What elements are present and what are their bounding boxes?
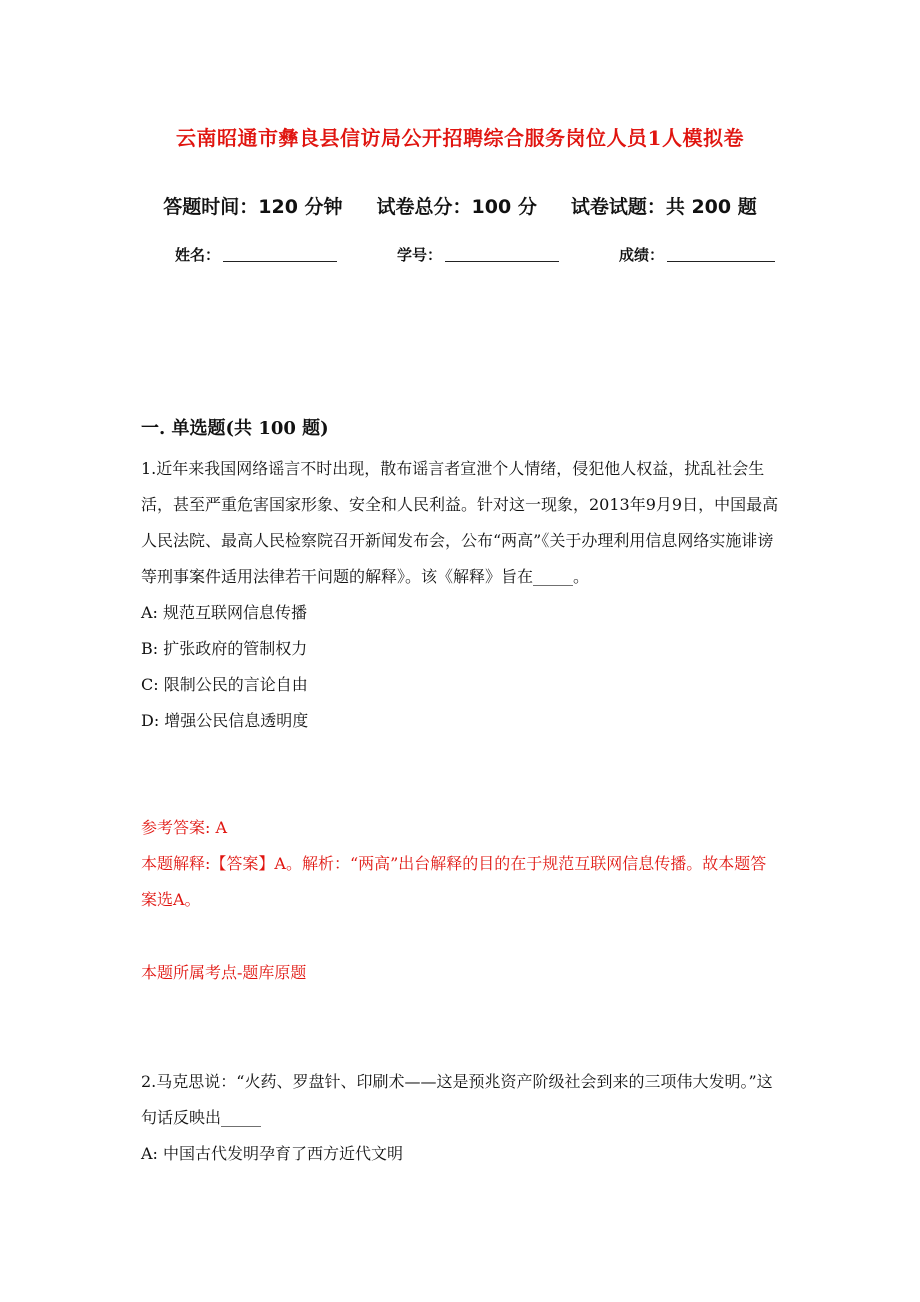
question-2-text: 2.马克思说：“火药、罗盘针、印刷术——这是预兆资产阶级社会到来的三项伟大发明。”这句话反映出_____ (141, 1072, 773, 1127)
question-1-explanation: 本题解释:【答案】A。解析：“两高”出台解释的目的在于规范互联网信息传播。故本题答案选A。 (141, 854, 767, 909)
question-1 (141, 451, 781, 739)
question-1-answer-block (141, 810, 781, 918)
score-blank (667, 260, 775, 262)
exam-question-count: 试卷试题：共 200 题 (570, 196, 757, 218)
question-1-option-b: B: 扩张政府的管制权力 (141, 639, 308, 658)
exam-time: 答题时间：120 分钟 (163, 196, 343, 218)
question-2 (141, 1064, 781, 1172)
id-field (397, 244, 559, 265)
question-1-text: 1.近年来我国网络谣言不时出现，散布谣言者宣泄个人情绪，侵犯他人权益，扰乱社会生活，甚至严重危害国家形象、安全和人民利益。针对这一现象，2013年9月9日，中国最高人民法院、最高人民检察院召开新闻发布会，公布“两高”《关于办理利用信息网络实施诽谤等刑事案件适用法律若干问题的解释》。该《解释》旨在_____。 (141, 459, 779, 586)
exam-total-score: 试卷总分：100 分 (376, 196, 537, 218)
student-info (175, 244, 775, 265)
question-1-source: 本题所属考点-题库原题 (141, 963, 307, 982)
score-label: 成绩： (618, 246, 664, 264)
question-1-option-c: C: 限制公民的言论自由 (141, 675, 308, 694)
question-1-option-d: D: 增强公民信息透明度 (141, 711, 309, 730)
question-1-answer: 参考答案: A (141, 818, 228, 837)
name-blank (223, 260, 337, 262)
score-field (619, 244, 775, 265)
id-label: 学号： (396, 246, 442, 264)
exam-title: 云南昭通市彝良县信访局公开招聘综合服务岗位人员1人模拟卷 (176, 126, 744, 150)
name-label: 姓名： (175, 246, 221, 264)
question-2-option-a: A: 中国古代发明孕育了西方近代文明 (141, 1144, 404, 1163)
question-1-source-block (141, 955, 781, 991)
question-1-option-a: A: 规范互联网信息传播 (141, 603, 308, 622)
exam-meta (0, 192, 920, 219)
name-field (175, 244, 337, 265)
section-title: 一. 单选题(共 100 题) (141, 418, 329, 439)
id-blank (445, 260, 559, 262)
